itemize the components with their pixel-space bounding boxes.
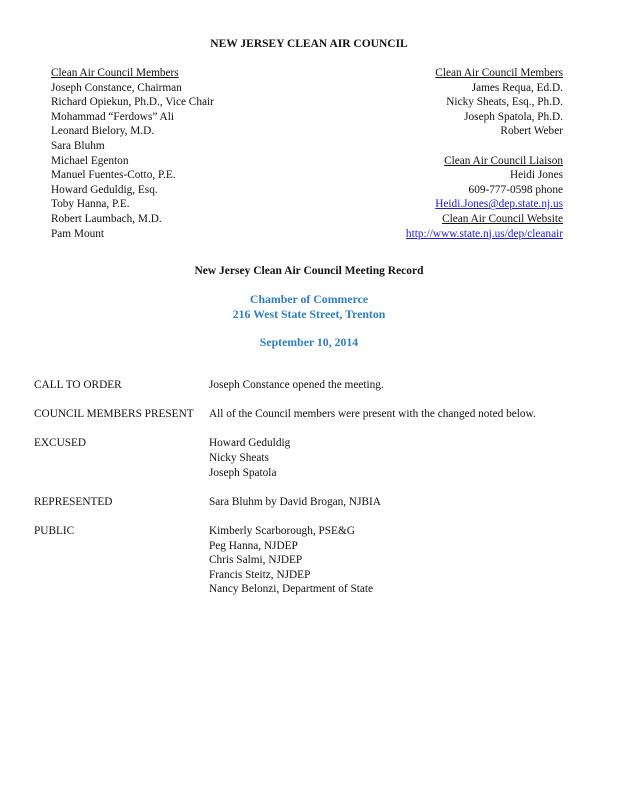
section-public <box>34 524 594 597</box>
liaison-phone: 609-777-0598 phone <box>468 183 563 196</box>
right-members-heading: Clean Air Council Members <box>435 67 563 79</box>
liaison-email-link[interactable]: Heidi.Jones@dep.state.nj.us <box>435 198 563 211</box>
venue-name: Chamber of Commerce <box>249 292 369 306</box>
section-line: Kimberly Scarborough, PSE&G <box>209 524 355 537</box>
member-name: Pam Mount <box>51 227 105 240</box>
section-label: COUNCIL MEMBERS PRESENT <box>34 408 194 421</box>
left-members-column <box>51 66 311 241</box>
member-name: James Requa, Ed.D. <box>471 81 563 94</box>
member-name: Richard Opiekun, Ph.D., Vice Chair <box>51 96 214 109</box>
liaison-heading: Clean Air Council Liaison <box>444 154 563 167</box>
member-name: Sara Bluhm <box>51 139 105 152</box>
meeting-date: September 10, 2014 <box>259 335 359 349</box>
section-label: CALL TO ORDER <box>34 379 122 391</box>
section-line: Peg Hanna, NJDEP <box>209 539 298 552</box>
section-line: Sara Bluhm by David Brogan, NJBIA <box>209 495 381 508</box>
section-line: All of the Council members were present with the changed noted below. <box>209 408 536 421</box>
meeting-record-title: New Jersey Clean Air Council Meeting Record <box>194 265 424 277</box>
section-members-present <box>34 407 594 422</box>
member-name: Michael Egenton <box>51 154 129 167</box>
website-heading: Clean Air Council Website <box>442 212 563 225</box>
section-label: EXCUSED <box>34 437 87 450</box>
section-label: PUBLIC <box>34 524 75 537</box>
right-members-column <box>303 66 563 241</box>
section-line: Francis Steitz, NJDEP <box>209 568 311 581</box>
spacer <box>303 139 563 154</box>
meeting-sections <box>34 378 594 597</box>
meeting-venue <box>0 292 618 322</box>
section-call-to-order <box>34 378 594 393</box>
member-name: Robert Weber <box>500 125 563 138</box>
section-line: Nancy Belonzi, Department of State <box>209 583 374 596</box>
document-title: NEW JERSEY CLEAN AIR COUNCIL <box>210 38 408 50</box>
section-label: REPRESENTED <box>34 495 113 508</box>
member-name: Nicky Sheats, Esq., Ph.D. <box>446 96 563 109</box>
member-name: Joseph Constance, Chairman <box>51 81 182 94</box>
section-excused <box>34 436 594 480</box>
member-name: Leonard Bielory, M.D. <box>51 125 155 138</box>
venue-address: 216 West State Street, Trenton <box>232 307 386 321</box>
member-name: Toby Hanna, P.E. <box>51 198 130 211</box>
member-name: Joseph Spatola, Ph.D. <box>464 110 563 123</box>
website-link[interactable]: http://www.state.nj.us/dep/cleanair <box>405 227 563 240</box>
section-line: Joseph Spatola <box>209 466 277 479</box>
member-name: Howard Geduldig, Esq. <box>51 183 158 196</box>
left-members-heading: Clean Air Council Members <box>51 67 179 79</box>
member-name: Manuel Fuentes-Cotto, P.E. <box>51 169 176 182</box>
member-name: Mohammad “Ferdows” Ali <box>51 110 174 123</box>
section-represented <box>34 495 594 510</box>
section-line: Chris Salmi, NJDEP <box>209 554 303 567</box>
member-name: Robert Laumbach, M.D. <box>51 212 162 225</box>
section-line: Nicky Sheats <box>209 451 269 464</box>
liaison-name: Heidi Jones <box>509 169 563 182</box>
section-line: Howard Geduldig <box>209 437 291 450</box>
section-line: Joseph Constance opened the meeting. <box>209 379 384 391</box>
